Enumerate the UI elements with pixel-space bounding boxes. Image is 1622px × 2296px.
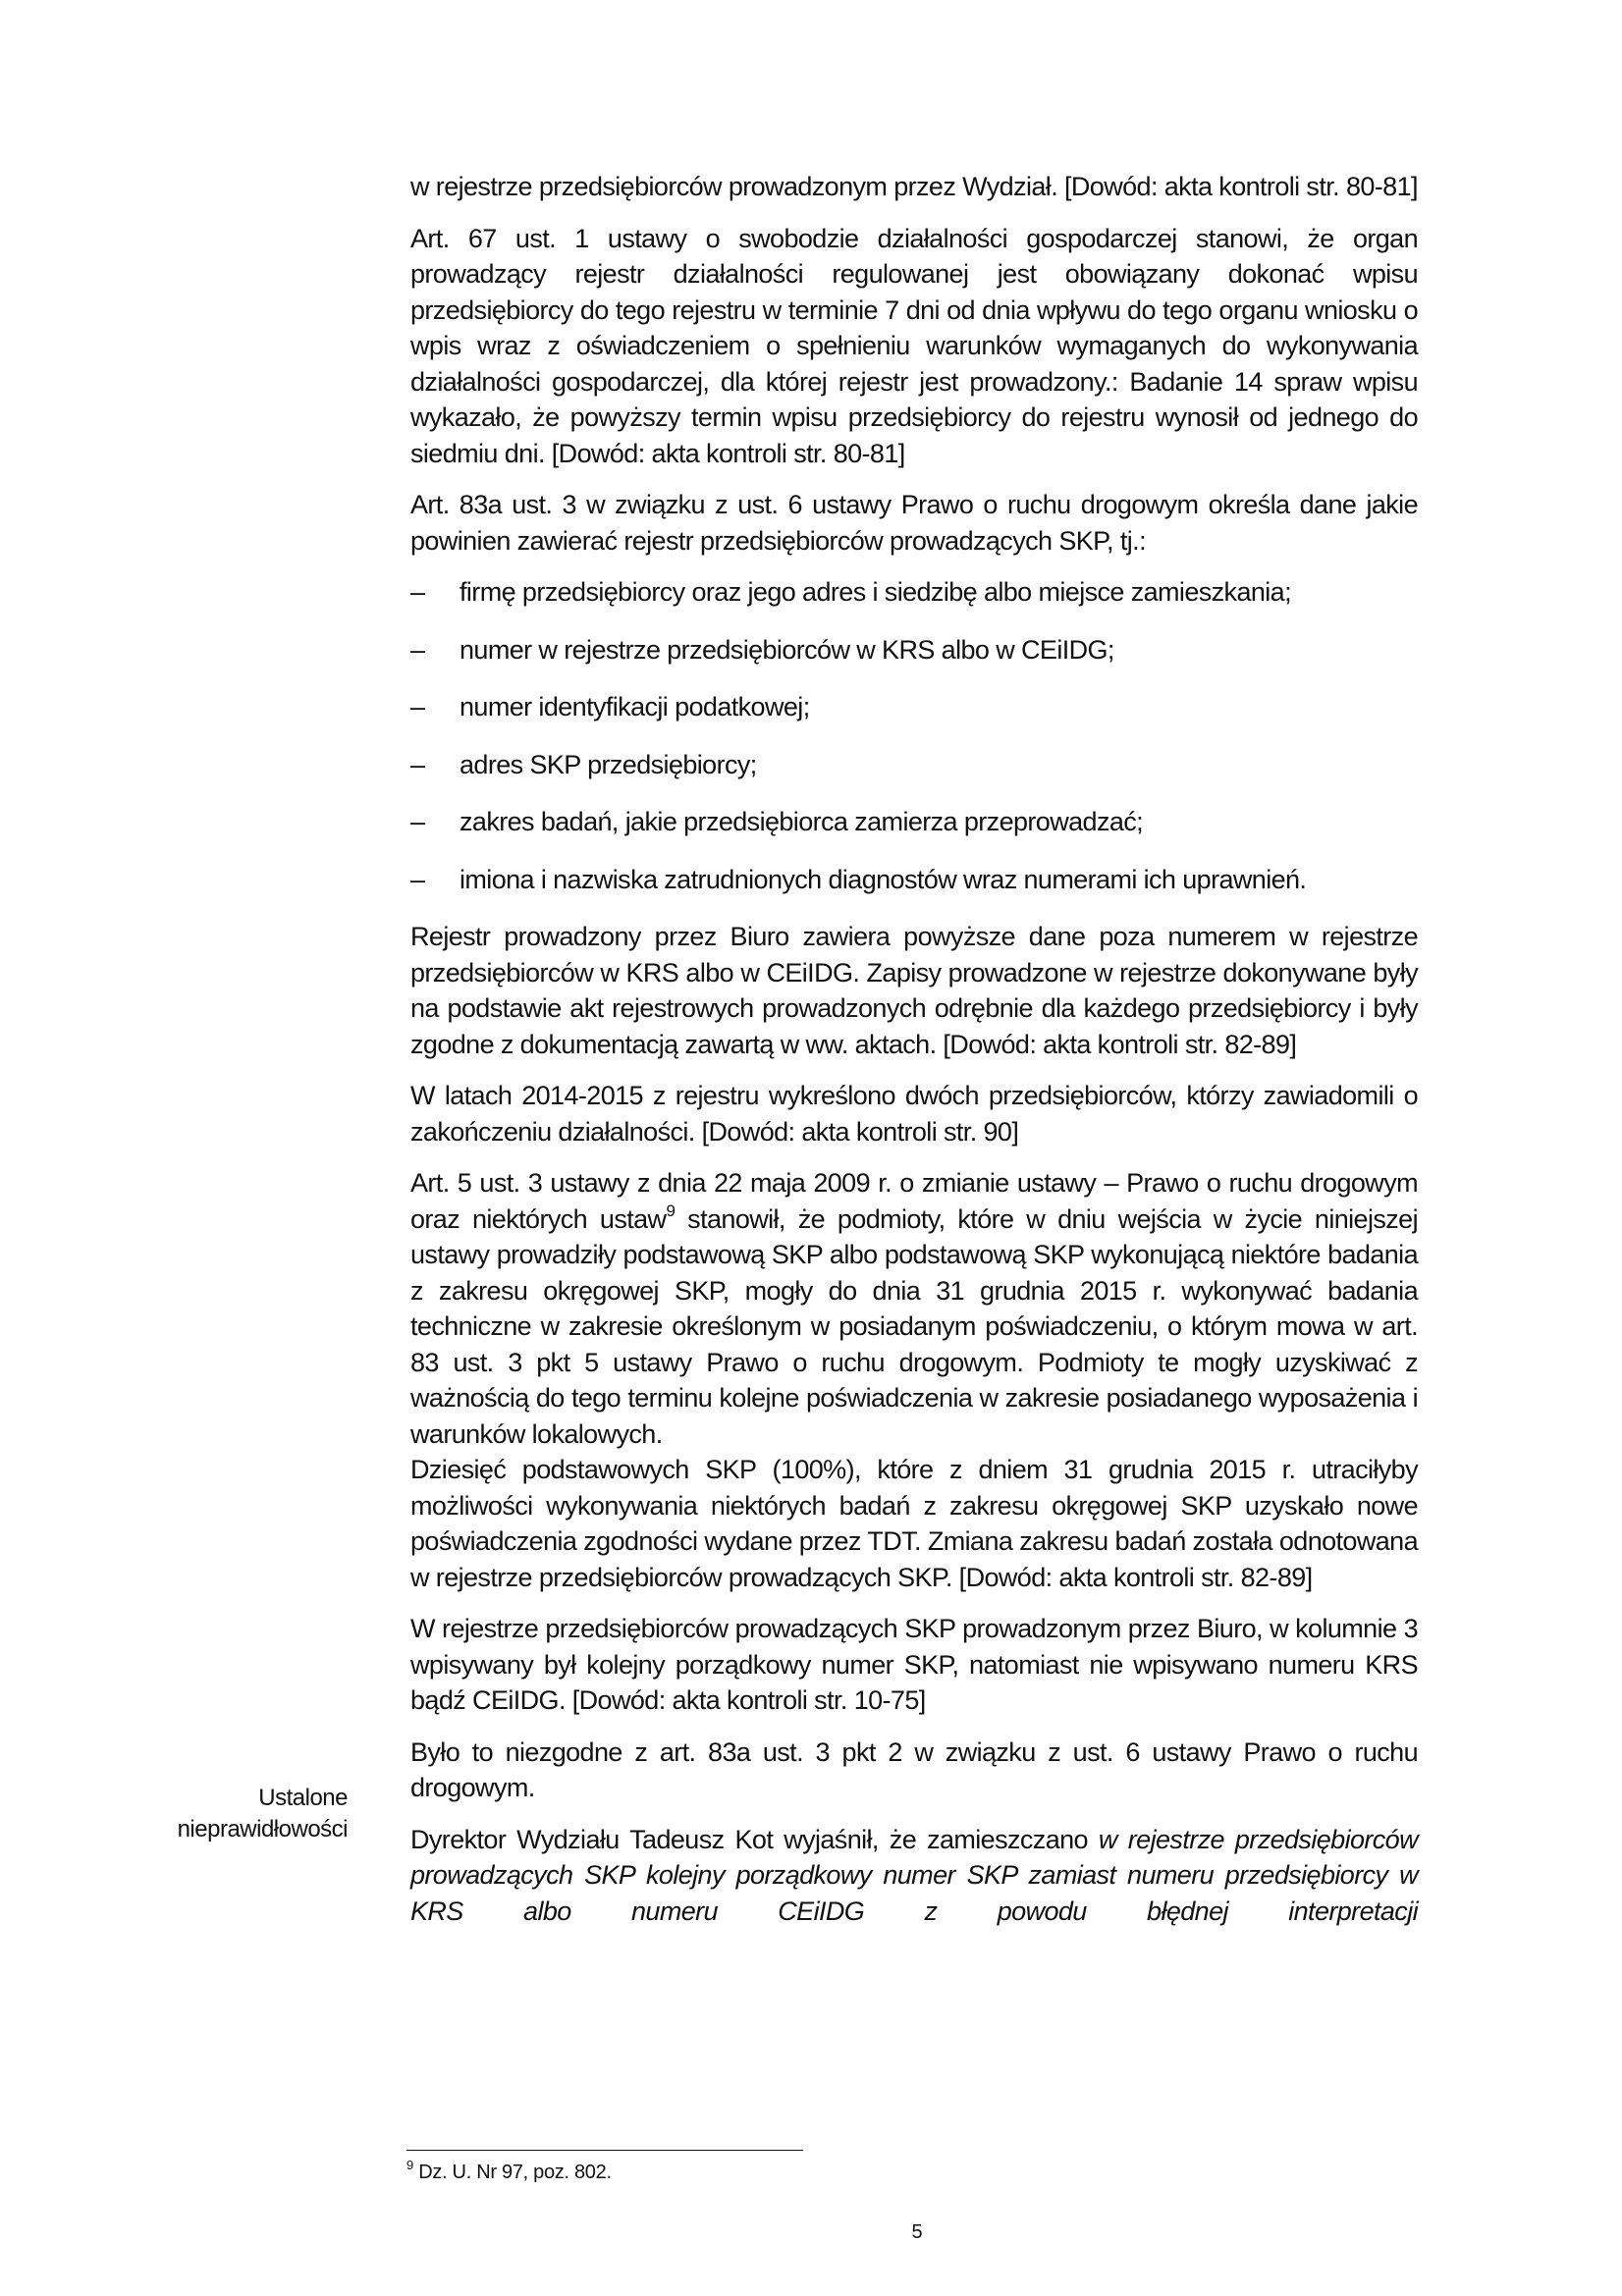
footnote-text: Dz. U. Nr 97, poz. 802. <box>412 2162 612 2183</box>
paragraph-art-5-part1: Art. 5 ust. 3 ustawy z dnia 22 maja 2009 r. o zmianie ustawy – Prawo o ruchu drogowym oraz niektórych ustaw <box>410 1168 1418 1234</box>
footnote-number: 9 <box>406 2158 413 2173</box>
paragraph-removed-entrepreneurs: W latach 2014-2015 z rejestru wykreślono dwóch przedsiębiorców, którzy zawiadomili o zakończeniu działalności. [Dowód: akta kontroli str. 90] <box>410 1081 1418 1147</box>
list-item: – imiona i nazwiska zatrudnionych diagnostów wraz numerami ich uprawnień. <box>410 862 1418 898</box>
list-item: – firmę przedsiębiorcy oraz jego adres i siedzibę albo miejsce zamieszkania; <box>410 574 1418 611</box>
list-item: – numer w rejestrze przedsiębiorców w KRS albo w CEiIDG; <box>410 632 1418 668</box>
paragraph-ten-stations: Dziesięć podstawowych SKP (100%), które z dniem 31 grudnia 2015 r. utraciłyby możliwości wykonywania niektórych badań z zakresu okręgowej SKP uzyskało nowe poświadczenia zgodności wydane przez TDT. Zmiana zakresu badań została odnotowana w rejestrze przedsiębiorców prowadzących SKP. [Dowód: akta kontroli str. 82-89] <box>410 1455 1418 1592</box>
margin-label-line: nieprawidłowości <box>177 1816 348 1842</box>
footnote-separator <box>406 2150 803 2151</box>
paragraph-irregularity: W rejestrze przedsiębiorców prowadzących SKP prowadzonym przez Biuro, w kolumnie 3 wpisywany był kolejny porządkowy numer SKP, natomiast nie wpisywano numeru KRS bądź CEiIDG. [Dowód: akta kontroli str. 10-75] <box>410 1614 1418 1715</box>
paragraph-register-contents: Rejestr prowadzony przez Biuro zawiera powyższe dane poza numerem w rejestrze przedsiębiorców w KRS albo w CEiIDG. Zapisy prowadzone w rejestrze dokonywane były na podstawie akt rejestrowych prowadzonych odrębnie dla każdego przedsiębiorcy i były zgodne z dokumentacją zawartą w ww. aktach. [Dowód: akta kontroli str. 82-89] <box>410 922 1418 1059</box>
list-item: – numer identyfikacji podatkowej; <box>410 689 1418 725</box>
explanation-quote: w rejestrze przedsiębiorców prowadzących SKP kolejny porządkowy numer SKP zamiast numeru przedsiębiorcy w KRS albo numeru CEiIDG z powodu błędnej interpretacji <box>410 1824 1418 1926</box>
list-item: – adres SKP przedsiębiorcy; <box>410 747 1418 783</box>
main-text-column <box>410 169 1418 1929</box>
margin-label-line: Ustalone <box>258 1785 348 1811</box>
footnote-reference: 9 <box>666 1201 676 1220</box>
margin-label-irregularities <box>92 1783 348 1845</box>
explanation-plain: Dyrektor Wydziału Tadeusz Kot wyjaśnił, że zamieszczano <box>410 1824 1099 1854</box>
paragraph-art-5-part2: stanowił, że podmioty, które w dniu wejścia w życie niniejszej ustawy prowadziły podstawową SKP albo podstawową SKP wykonującą niektóre badania z zakresu okręgowej SKP, mogły do dnia 31 grudnia 2015 r. wykonywać badania techniczne w zakresie określonym w posiadanym poświadczeniu, o którym mowa w art. 83 ust. 3 pkt 5 ustawy Prawo o ruchu drogowym. Podmioty te mogły uzyskiwać z ważnością do tego terminu kolejne poświadczenia w zakresie posiadanego wyposażenia i warunków lokalowych. <box>410 1203 1418 1449</box>
register-data-list <box>410 574 1418 897</box>
paragraph-director-explanation <box>410 1822 1418 1930</box>
paragraph-noncompliance: Było to niezgodne z art. 83a ust. 3 pkt 2 w związku z ust. 6 ustawy Prawo o ruchu drogowym. <box>410 1736 1418 1802</box>
footnote <box>406 2160 612 2185</box>
paragraph-art-5 <box>410 1165 1418 1452</box>
list-item: – zakres badań, jakie przedsiębiorca zamierza przeprowadzać; <box>410 804 1418 840</box>
page-number: 5 <box>911 2221 923 2243</box>
paragraph-art-83a: Art. 83a ust. 3 w związku z ust. 6 ustawy Prawo o ruchu drogowym określa dane jakie powinien zawierać rejestr przedsiębiorców prowadzących SKP, tj.: <box>410 490 1418 556</box>
paragraph-art-67: Art. 67 ust. 1 ustawy o swobodzie działalności gospodarczej stanowi, że organ prowadzący rejestr działalności regulowanej jest obowiązany dokonać wpisu przedsiębiorcy do tego rejestru w terminie 7 dni od dnia wpływu do tego organu wniosku o wpis wraz z oświadczeniem o spełnieniu warunków wymaganych do wykonywania działalności gospodarczej, dla której rejestr jest prowadzony.: Badanie 14 spraw wpisu wykazało, że powyższy termin wpisu przedsiębiorcy do rejestru wynosił od jednego do siedmiu dni. [Dowód: akta kontroli str. 80-81] <box>410 223 1418 468</box>
paragraph-continuation: w rejestrze przedsiębiorców prowadzonym przez Wydział. [Dowód: akta kontroli str. 80-81] <box>410 172 1418 201</box>
